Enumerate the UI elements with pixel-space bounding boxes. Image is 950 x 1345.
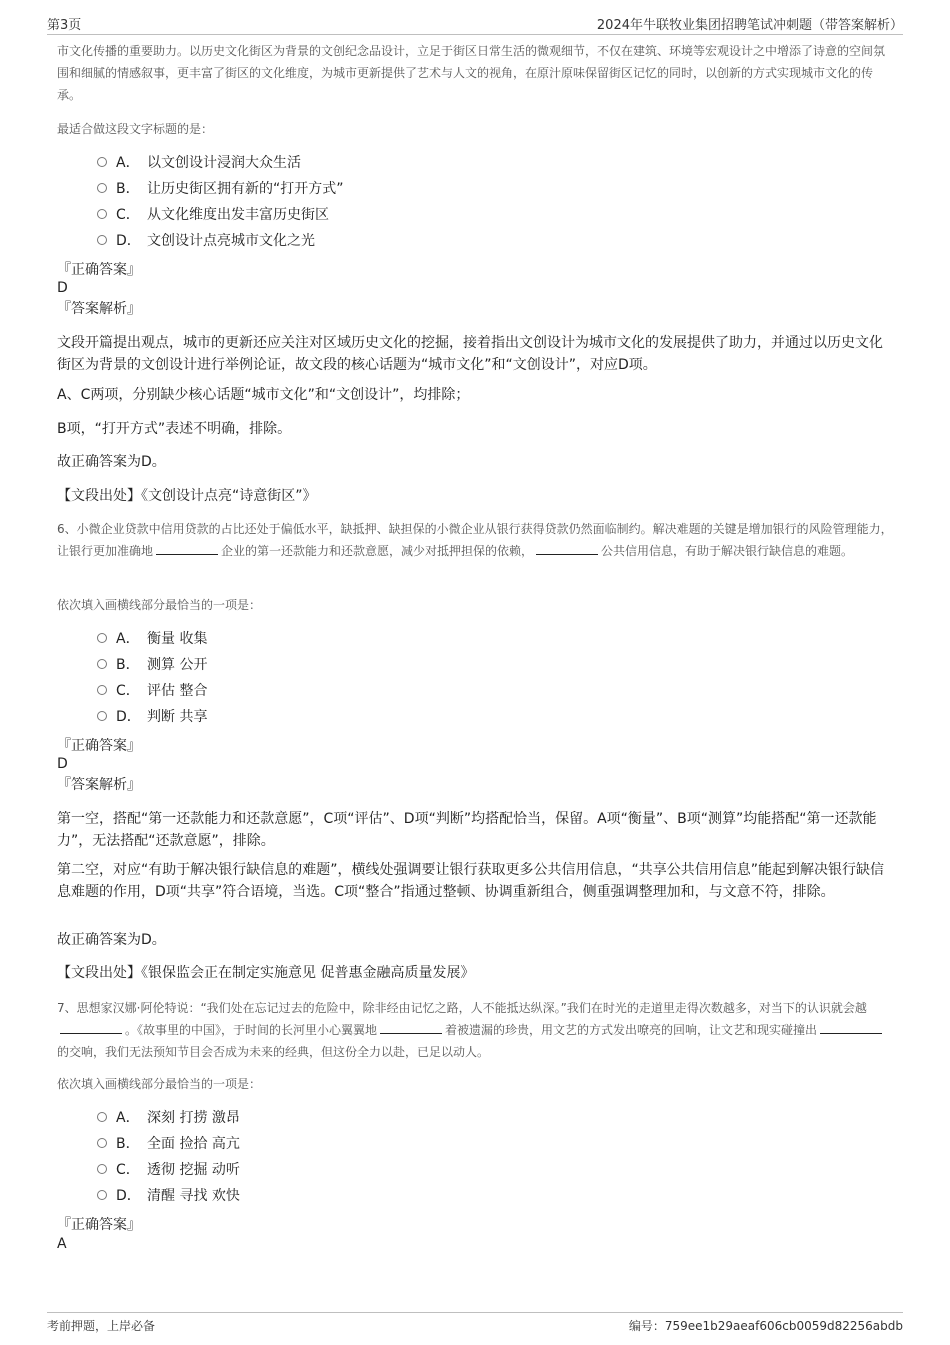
q6-prompt: 依次填入画横线部分最恰当的一项是： <box>57 598 262 612</box>
radio-icon[interactable] <box>97 157 107 167</box>
radio-icon[interactable] <box>97 685 107 695</box>
q5-answer-label: 『正确答案』 <box>57 262 141 278</box>
q7-option-b[interactable]: B． 全面 捡拾 高亢 <box>97 1134 240 1154</box>
q6-analysis-label: 『答案解析』 <box>57 777 141 793</box>
q5-option-c[interactable]: C． 从文化维度出发丰富历史街区 <box>97 205 329 225</box>
q5-prompt: 最适合做这段文字标题的是： <box>57 122 214 136</box>
radio-icon[interactable] <box>97 1190 107 1200</box>
radio-icon[interactable] <box>97 1138 107 1148</box>
document-title: 2024年牛联牧业集团招聘笔试冲刺题（带答案解析） <box>596 18 903 33</box>
q6-analysis-1: 第一空，搭配“第一还款能力和还款意愿”，C项“评估”、D项“判断”均搭配恰当，保留。A项“衡量”、B项“测算”均能搭配“第一还款能力”，无法搭配“还款意愿”，排除。 <box>57 811 877 849</box>
q7-passage: 7、思想家汉娜·阿伦特说：“我们处在忘记过去的危险中，除非经由记忆之路，人不能抵达纵深。”我们在时光的走道里走得次数越多，对当下的认识就会越。《故事里的中国》，于时间的长河里小心翼翼地 着被遗漏的珍贵，用文艺的方式发出嘹亮的回响，让文艺和现实碰撞出的交响，我们无法预知节目会否成为未来的经典，但这份全力以赴，已足以动人。 <box>57 997 895 1063</box>
page-footer <box>47 1312 903 1339</box>
q5-passage: 市文化传播的重要助力。以历史文化街区为背景的文创纪念品设计，立足于街区日常生活的微观细节，不仅在建筑、环境等宏观设计之中增添了诗意的空间氛围和细腻的情感叙事，更丰富了街区的文化维度，为城市更新提供了艺术与人文的视角，在原汁原味保留街区记忆的同时，以创新的方式实现城市文化的传承。 <box>57 44 886 102</box>
q6-option-c[interactable]: C． 评估 整合 <box>97 681 207 701</box>
q6-answer-label: 『正确答案』 <box>57 738 141 754</box>
q6-option-d[interactable]: D． 判断 共享 <box>97 707 207 727</box>
q6-analysis-3: 故正确答案为D。 <box>57 932 166 948</box>
radio-icon[interactable] <box>97 659 107 669</box>
fill-blank <box>536 541 598 555</box>
fill-blank <box>380 1020 442 1034</box>
radio-icon[interactable] <box>97 633 107 643</box>
q5-source: 【文段出处】《文创设计点亮“诗意街区”》 <box>57 488 317 504</box>
page-number: 第3页 <box>47 18 82 33</box>
q5-option-d[interactable]: D． 文创设计点亮城市文化之光 <box>97 231 315 251</box>
q5-option-a[interactable]: A． 以文创设计浸润大众生活 <box>97 153 301 173</box>
q5-analysis-2: A、C两项，分别缺少核心话题“城市文化”和“文创设计”，均排除； <box>57 387 470 403</box>
q5-analysis-4: 故正确答案为D。 <box>57 454 166 470</box>
document-id: 编号：759ee1b29aeaf606cb0059d82256abdb <box>628 1319 903 1333</box>
footer-slogan: 考前押题，上岸必备 <box>47 1319 156 1333</box>
q7-answer-label: 『正确答案』 <box>57 1217 141 1233</box>
page-header <box>47 12 903 35</box>
radio-icon[interactable] <box>97 183 107 193</box>
q5-option-b[interactable]: B． 让历史街区拥有新的“打开方式” <box>97 179 344 199</box>
radio-icon[interactable] <box>97 711 107 721</box>
q7-option-d[interactable]: D． 清醒 寻找 欢快 <box>97 1186 240 1206</box>
q6-option-a[interactable]: A． 衡量 收集 <box>97 629 207 649</box>
q6-passage: 6、小微企业贷款中信用贷款的占比还处于偏低水平，缺抵押、缺担保的小微企业从银行获得贷款仍然面临制约。解决难题的关键是增加银行的风险管理能力，让银行更加准确地 企业的第一还款能力和还款意愿，减少对抵押担保的依赖， 公共信用信息，有助于解决银行缺信息的难题。 <box>57 522 893 558</box>
radio-icon[interactable] <box>97 1112 107 1122</box>
fill-blank <box>60 1020 122 1034</box>
q6-analysis-2: 第二空，对应“有助于解决银行缺信息的难题”，横线处强调要让银行获取更多公共信用信息，“共享公共信用信息”能起到解决银行缺信息难题的作用，D项“共享”符合语境，当选。C项“整合”指通过整顿、协调重新组合，侧重强调整理加和，与文意不符，排除。 <box>57 862 885 900</box>
radio-icon[interactable] <box>97 1164 107 1174</box>
q5-answer: D <box>57 280 68 296</box>
radio-icon[interactable] <box>97 235 107 245</box>
q7-answer: A <box>57 1236 67 1252</box>
q5-analysis-label: 『答案解析』 <box>57 301 141 317</box>
q7-prompt: 依次填入画横线部分最恰当的一项是： <box>57 1077 262 1091</box>
fill-blank <box>820 1020 882 1034</box>
q5-analysis-3: B项，“打开方式”表述不明确，排除。 <box>57 421 292 437</box>
q7-option-c[interactable]: C． 透彻 挖掘 动听 <box>97 1160 240 1180</box>
q5-analysis-1: 文段开篇提出观点，城市的更新还应关注对区域历史文化的挖掘，接着指出文创设计为城市文化的发展提供了助力，并通过以历史文化街区为背景的文创设计进行举例论证，故文段的核心话题为“城市文化”和“文创设计”，对应D项。 <box>57 335 883 373</box>
radio-icon[interactable] <box>97 209 107 219</box>
q7-option-a[interactable]: A． 深刻 打捞 激昂 <box>97 1108 240 1128</box>
q6-answer: D <box>57 756 68 772</box>
fill-blank <box>156 541 218 555</box>
q6-source: 【文段出处】《银保监会正在制定实施意见 促普惠金融高质量发展》 <box>57 965 475 981</box>
q6-option-b[interactable]: B． 测算 公开 <box>97 655 207 675</box>
